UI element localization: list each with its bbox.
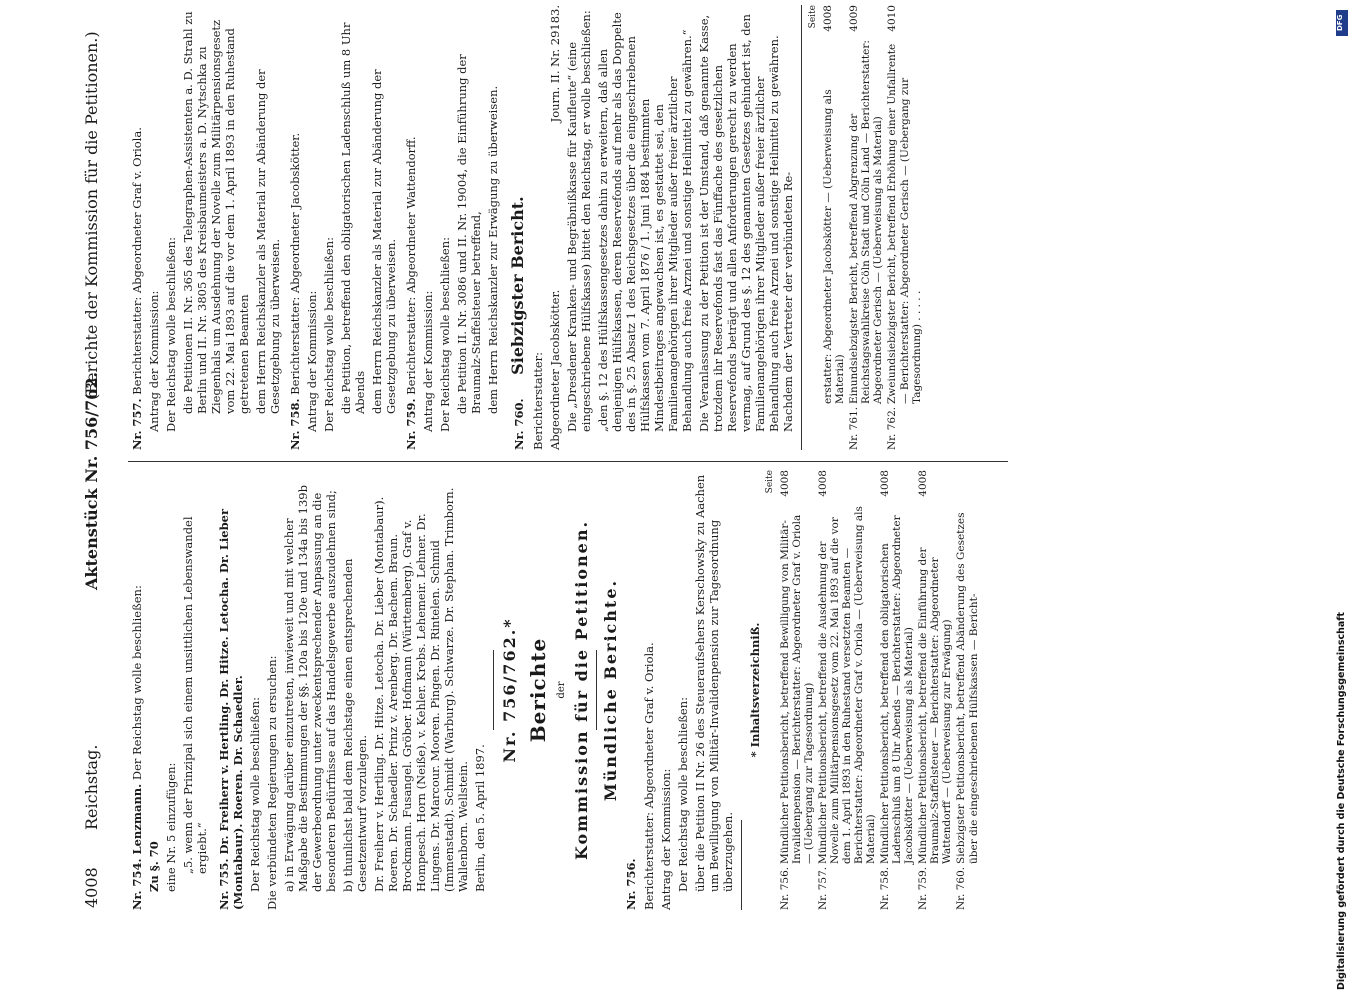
p757-line3: Der Reichstag wolle beschließen:	[164, 237, 179, 432]
column-divider	[128, 461, 1008, 462]
p755-item-b: b) thunlichst bald dem Reichstage einen entsprechenden Gesetzentwurf vorzulegen.	[341, 558, 370, 892]
toc-seite-label-right: Seite	[808, 5, 819, 29]
toc-text: Siebzigster Petitionsbericht, betreffend Abänderung des Gesetzes über die eingeschriebenen Hülfskassen — Bericht-	[955, 512, 980, 864]
left-column	[130, 470, 982, 910]
p758-line2: Antrag der Kommission:	[305, 290, 320, 432]
toc-text: Mündlicher Petitionsbericht, betreffend die Ausdehnung der Novelle zum Militärpensionsgesetz vom 22. Mai 1893 auf die vor dem 1. April 1893 in den Ruhestand versetzten Beamten — Berichterstatter: Abgeordneter Graf v. Oriola — (Ueberweisung als Material)	[816, 506, 878, 864]
p756-line2: Antrag der Kommission:	[658, 768, 673, 910]
toc-row	[817, 470, 877, 910]
toc-row	[886, 5, 922, 450]
toc-row	[955, 470, 979, 910]
p756-line3: Der Reichstag wolle beschließen:	[675, 697, 690, 892]
toc-number: Nr. 758.	[879, 866, 892, 910]
p756-line1: Berichterstatter: Abgeordneter Graf v. Oriola.	[641, 642, 656, 910]
p758-line4: die Petition, betreffend den obligatorischen Ladenschluß um 8 Uhr Abends	[339, 22, 368, 414]
p757-line4: die Petitionen II. Nr. 365 des Telegraphen-Assistenten a. D. Strahl zu Berlin und II. Nr. 3805 des Kreisbaumeisters a. D. Nytschka zu Ziegenhals um Ausdehnung der Novelle zum Militärpensionsgesetz vom 22. Mai 1893 auf die vor dem 1. April 1893 in den Ruhestand getretenen Beamten	[181, 11, 252, 414]
p755-signatories: Dr. Freiherr v. Hertling. Dr. Hitze. Letocha. Dr. Lieber (Montabaur). Roeren. Dr. Schaedler. Prinz v. Arenberg. Dr. Bachem. Braun. Brockmann. Fusangel. Gröber. Hofmann (Württemberg). Graf v. Hompesch. Horn (Neiße). v. Kehler. Krebs. Lehemeir. Lehner. Dr. Lingens. Dr. Marcour. Mooren. Pingen. Dr. Rintelen. Schmid (Immenstadt). Schmidt (Warburg). Schwarze. Dr. Stephan. Trimborn. Wallenborn. Wellstein.	[372, 487, 471, 892]
toc-number: Nr. 759.	[917, 866, 930, 910]
toc-number: Nr. 756.	[778, 866, 791, 910]
der-heading: der	[556, 681, 568, 699]
p756-line4: über die Petition II Nr. 26 des Steueraufsehers Kerschowsky zu Aachen um Bewilligung von Militär-Invalidenpension zur Tagesordnung überzugehen.	[692, 474, 735, 892]
toc-page: 4009	[848, 5, 861, 32]
p754-line2: Zu §. 70	[147, 841, 162, 892]
toc-text: Einundsiebzigster Bericht, betreffend Abgrenzung der Reichstagswahlkreise Cöln Stadt und Cöln Land — Berichterstatter: Abgeordneter Gerisch — (Ueberweisung als Material)	[848, 40, 885, 404]
page-header	[82, 0, 116, 920]
toc-number: Nr. 762.	[886, 406, 899, 450]
p758-line1: Berichterstatter: Abgeordneter Jacobskötter.	[288, 132, 303, 395]
p759-line2: Antrag der Kommission:	[421, 290, 436, 432]
toc-page: 4008	[822, 5, 835, 32]
header-right: (Berichte der Kommission für die Petitionen.)	[82, 31, 101, 400]
muendliche-heading: Mündliche Berichte.	[600, 578, 620, 802]
p757-line5: dem Herrn Reichskanzler als Material zur Abänderung der Gesetzgebung zu überweisen.	[254, 69, 283, 414]
toc-text: erstatter: Abgeordneter Jacobskötter — (Ueberweisung als Material)	[822, 89, 847, 404]
digitization-credit	[1336, 10, 1350, 990]
p759-line1: Berichterstatter: Abgeordneter Wattendorff.	[404, 136, 419, 395]
siebzigster-heading: Siebzigster Bericht.	[508, 196, 528, 375]
p754-line3: eine Nr. 5 einzufügen:	[164, 762, 179, 892]
toc-page: 4008	[778, 470, 791, 497]
separator-rule-2	[596, 650, 597, 730]
p754-line4: „5. wenn der Prinzipal sich einem unsittlichen Lebenswandel ergiebt.“	[181, 516, 210, 874]
toc-number: Nr. 761.	[848, 406, 861, 450]
right-column	[130, 5, 925, 450]
toc-number	[822, 404, 846, 450]
toc-page: 4008	[879, 470, 892, 497]
p759-title: Nr. 759.	[404, 398, 419, 450]
toc-text: Zweiundsiebzigster Bericht, betreffend Erhöhung einer Unfallrente — Berichterstatter: Abgeordneter Gerisch — (Uebergang zur Tagesordnung) . . . . .	[886, 43, 923, 404]
toc-row	[848, 5, 884, 450]
toc-list-right	[822, 5, 923, 450]
toc-row	[879, 470, 915, 910]
p760-line2: Abgeordneter Jacobskötter.	[547, 289, 562, 450]
footnote-rule	[741, 820, 742, 910]
toc-number: Nr. 757.	[816, 866, 829, 910]
toc-list-left	[779, 470, 980, 910]
p754-line1: Der Reichstag wolle beschließen:	[130, 585, 144, 781]
toc-title: * Inhaltsverzeichniß.	[747, 622, 762, 758]
commission-heading: Kommission für die Petitionen.	[572, 519, 592, 861]
p760-body3: Die Veranlassung zu der Petition ist der Umstand, daß genannte Kasse, trotzdem ihr Reservefonds fast das Fünffache des gesetzlichen Reservefonds beträgt und allen Anforderungen gerecht zu werden vermag, auf Grund des §. 12 des genannten Gesetzes gehindert ist, den Familienangehörigen ihrer Mitglieder außer freier ärztlicher Behandlung auch freie Arznei und sonstige Heilmittel zu gewähren. Nachdem der Vertreter der verbündeten Re-	[697, 14, 796, 432]
p755-line2: Die verbündeten Regierungen zu ersuchen:	[265, 655, 280, 910]
toc-page	[955, 470, 979, 504]
berichte-heading: Berichte	[525, 637, 550, 743]
header-left: Reichstag.	[82, 744, 101, 830]
p759-line4: die Petition II. Nr. 3086 und II. Nr. 19004, die Einführung der Braumalz-Staffelsteuer betreffend,	[455, 54, 484, 414]
dfg-logo: DFG	[1336, 10, 1348, 36]
p758-line5: dem Herrn Reichskanzler als Material zur Abänderung der Gesetzgebung zu überweisen.	[370, 69, 399, 414]
toc-page: 4008	[816, 470, 829, 497]
p755-line1: Der Reichstag wolle beschließen:	[248, 697, 263, 892]
toc-number: Nr. 760.	[955, 866, 968, 910]
p760-body1: Die „Dresdener Kranken- und Begräbnißkasse für Kaufleute“ (eine eingeschriebene Hülfskasse) bittet den Reichstag, er wolle beschließen:	[564, 10, 593, 432]
p758-line3: Der Reichstag wolle beschließen:	[322, 237, 337, 432]
p757-line2: Antrag der Kommission:	[147, 290, 162, 432]
date-line: Berlin, den 5. April 1897.	[473, 744, 488, 892]
page-number: 4008	[82, 867, 101, 908]
toc-text: Mündlicher Petitionsbericht, betreffend die Einführung der Braumalz-Staffelsteuer — Berichterstatter: Abgeordneter Wattendorff — (Ueberweisung zur Erwägung)	[917, 547, 954, 864]
p760-line1: Berichterstatter:	[530, 351, 545, 450]
toc-text: Mündlicher Petitionsbericht, betreffend den obligatorischen Ladenschluß um 8 Uhr Abends — Berichterstatter: Abgeordneter Jacobskötter — (Ueberweisung als Material)	[879, 515, 916, 864]
p757-line1: Berichterstatter: Abgeordneter Graf v. Oriola.	[130, 127, 144, 395]
p754-title: Nr. 754. Lenzmann.	[130, 783, 144, 910]
p756-title: Nr. 756.	[624, 858, 639, 910]
toc-page: 4008	[917, 470, 930, 497]
p755-title: Nr. 755. Dr. Freiherr v. Hertling. Dr. Hitze. Letocha. Dr. Lieber (Montabaur). Roeren. Dr. Schaedler.	[217, 508, 246, 910]
report-number-heading: Nr. 756/762.*	[500, 617, 520, 763]
p758-title: Nr. 758.	[288, 398, 303, 450]
toc-rule-right	[801, 5, 802, 450]
toc-row	[779, 470, 815, 910]
toc-text: Mündlicher Petitionsbericht, betreffend Bewilligung von Militär-Invalidenpension — Berichterstatter: Abgeordneter Graf v. Oriola — (Uebergang zur Tagesordnung)	[778, 514, 815, 864]
p760-title: Nr. 760.	[512, 398, 527, 450]
p757-title: Nr. 757.	[130, 398, 144, 450]
p759-line3: Der Reichstag wolle beschließen:	[438, 237, 453, 432]
p760-body2: „den §. 12 des Hülfskassengesetzes dahin zu erweitern, daß allen denjenigen Hülfskassen, deren Reservefonds auf mehr als das Doppelte des in §. 25 Absatz 1 des Reichsgesetzes über die eingeschriebenen Hülfskassen vom 7. April 1876 / 1. Juni 1884 bestimmten Mindestbeitrages angewachsen ist, es gestattet sei, den Familienangehörigen ihrer Mitglieder außer freier ärztlicher Behandlung auch freie Arznei und sonstige Heilmittel zu gewähren.“	[595, 12, 695, 432]
digitization-credit-text: Digitalisierung gefördert durch die Deutsche Forschungsgemeinschaft	[1336, 612, 1347, 990]
toc-page: 4010	[886, 5, 899, 32]
p760-journal: Journ. II. Nr. 29183.	[547, 5, 562, 123]
p755-item-a: a) in Erwägung darüber einzutreten, inwieweit und mit welcher Maßgabe die Bestimmungen der §§. 120a bis 120e und 134a bis 139b der Gewerbeordnung unter zweckentsprechender Anpassung an die besonderen Bedürfnisse auf das Handelsgewerbe auszudehnen sind;	[282, 485, 339, 892]
toc-row	[822, 5, 846, 450]
separator-rule	[493, 650, 494, 730]
p759-line5: dem Herrn Reichskanzler zur Erwägung zu überweisen.	[486, 85, 501, 414]
header-middle: Aktenstück Nr. 756/762.	[82, 371, 101, 590]
toc-row	[917, 470, 953, 910]
toc-seite-label: Seite	[764, 470, 775, 494]
